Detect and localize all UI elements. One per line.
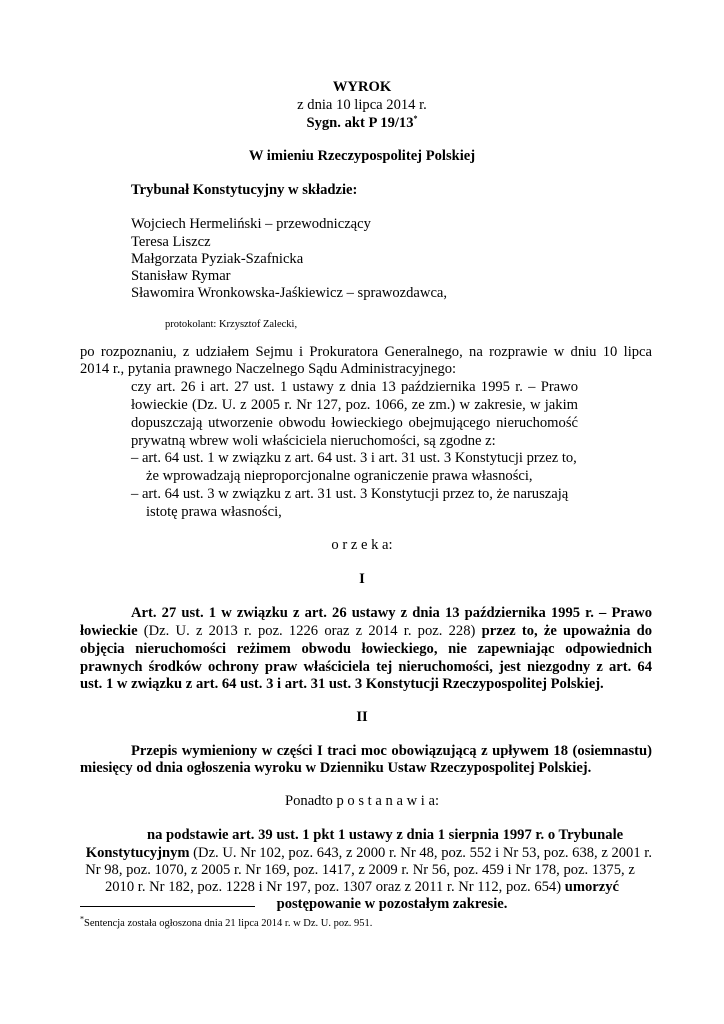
document-title: WYROK	[332, 79, 392, 95]
question-line: czy art. 26 i art. 27 ust. 1 ustawy z dnia 13 października 1995 r. – Prawo	[131, 379, 578, 395]
decision-line-3: Nr 98, poz. 1070, z 2005 r. Nr 169, poz. 1417, z 2009 r. Nr 56, poz. 459 i Nr 178, poz. 1375, z	[85, 862, 635, 878]
part-1-line-3: objęcia nieruchomości reżimem obwodu łowieckiego, nie zapewniając odpowiednich	[80, 641, 652, 657]
decision-citation-2: 2010 r. Nr 182, poz. 1228 i Nr 197, poz. 1307 oraz z 2011 r. Nr 112, poz. 654)	[104, 879, 565, 895]
panel-member: Sławomira Wronkowska-Jaśkiewicz – sprawozdawca,	[131, 285, 448, 301]
part-1-line-2	[80, 622, 652, 640]
further-word: p o s t a n a w i a:	[336, 793, 440, 809]
part-2-line-2: miesięcy od dnia ogłoszenia wyroku w Dzienniku Ustaw Rzeczypospolitej Polskiej.	[80, 760, 592, 776]
further-heading	[0, 793, 724, 810]
panel-member: Teresa Liszcz	[131, 234, 211, 250]
decision-line-1: na podstawie art. 39 ust. 1 pkt 1 ustawy z dnia 1 sierpnia 1997 r. o Trybunale	[147, 827, 624, 843]
part-1-line-5: ust. 1 w związku z art. 64 ust. 3 i art. 31 ust. 3 Konstytucji Rzeczypospolitej Polskiej.	[80, 676, 604, 692]
intro-line-1: po rozpoznaniu, z udziałem Sejmu i Prokuratora Generalnego, na rozprawie w dniu 10 lipca	[80, 344, 652, 360]
decision-line-5: postępowanie w pozostałym zakresie.	[276, 896, 508, 912]
part-1-line-1: Art. 27 ust. 1 w związku z art. 26 ustawy z dnia 13 października 1995 r. – Prawo	[131, 605, 652, 621]
footnote-mark: *	[80, 914, 84, 924]
part-1-line-4: prawnych środków ochrony praw właściciela tej nieruchomości, jest niezgodny z art. 64	[80, 659, 652, 675]
case-number-text: Sygn. akt P 19/13	[306, 115, 414, 131]
part-1-citation: (Dz. U. z 2013 r. poz. 1226 oraz z 2014 r. poz. 228)	[137, 623, 482, 639]
panel-heading: Trybunał Konstytucyjny w składzie:	[131, 182, 358, 198]
question-item-1: – art. 64 ust. 1 w związku z art. 64 ust. 3 i art. 31 ust. 3 Konstytucji przez to,	[131, 450, 577, 466]
decision-line-2	[86, 845, 652, 862]
decision-discontinue: umorzyć	[564, 879, 620, 895]
question-line: łowieckie (Dz. U. z 2005 r. Nr 127, poz. 1066, ze zm.) w zakresie, w jakim	[131, 397, 578, 413]
footnote-reference[interactable]: *	[413, 114, 418, 124]
decision-line-4	[0, 879, 724, 896]
decision-act-name: Konstytucyjnym	[85, 845, 190, 861]
case-number	[0, 115, 724, 132]
footnote	[80, 915, 372, 932]
part-2-line-1: Przepis wymieniony w części I traci moc obowiązującą z upływem 18 (osiemnastu)	[131, 743, 652, 759]
part-1-ruling-start: przez to, że upoważnia do	[481, 623, 653, 639]
verdict-heading: o r z e k a:	[331, 537, 393, 553]
panel-member: Małgorzata Pyziak-Szafnicka	[131, 251, 304, 267]
question-line: prywatną wbrew woli właściciela nieruchomości, są zgodne z:	[131, 433, 496, 449]
question-item-2-cont: istotę prawa własności,	[146, 504, 282, 520]
question-item-2: – art. 64 ust. 3 w związku z art. 31 ust. 3 Konstytucji przez to, że naruszają	[131, 486, 569, 502]
invocation: W imieniu Rzeczypospolitej Polskiej	[248, 148, 476, 164]
part-2-numeral: II	[356, 709, 368, 725]
question-item-1-cont: że wprowadzają nieproporcjonalne ograniczenie prawa własności,	[146, 468, 533, 484]
panel-member: Stanisław Rymar	[131, 268, 231, 284]
part-1-statute-name: łowieckie	[80, 623, 138, 639]
footnote-separator	[80, 906, 255, 907]
part-1-numeral: I	[359, 571, 365, 587]
footnote-text: Sentencja została ogłoszona dnia 21 lipca 2014 r. w Dz. U. poz. 951.	[84, 918, 373, 929]
court-clerk: protokolant: Krzysztof Zalecki,	[165, 319, 298, 330]
panel-member: Wojciech Hermeliński – przewodniczący	[131, 216, 371, 232]
intro-line-2: 2014 r., pytania prawnego Naczelnego Sądu Administracyjnego:	[80, 361, 457, 377]
judgment-date: z dnia 10 lipca 2014 r.	[297, 97, 427, 113]
further-prefix: Ponadto	[284, 793, 337, 809]
question-line: dopuszczają utworzenie obwodu łowieckiego obejmującego nieruchomość	[131, 415, 578, 431]
decision-citation-1: (Dz. U. Nr 102, poz. 643, z 2000 r. Nr 48, poz. 552 i Nr 53, poz. 638, z 2001 r.	[189, 845, 652, 861]
legal-question	[131, 378, 578, 450]
